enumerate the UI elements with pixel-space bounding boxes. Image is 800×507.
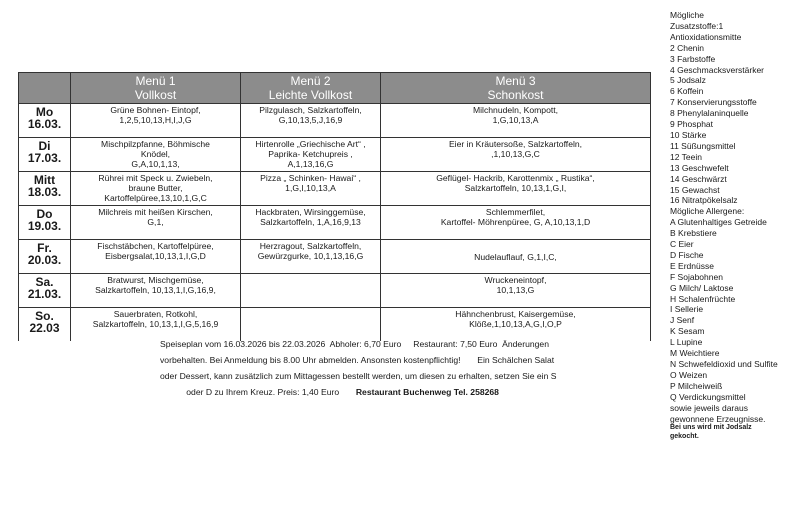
legend-line: C Eier xyxy=(670,239,694,250)
day-name: Mitt xyxy=(33,173,56,187)
day-cell xyxy=(19,308,71,342)
dish-text: ,1,10,13,G,C xyxy=(491,149,540,159)
dish-text: G,10,13,5,J,16,9 xyxy=(278,115,343,125)
dish-text: Milchnudeln, Kompott, xyxy=(472,105,559,115)
menu-table xyxy=(18,72,651,341)
dish-text: G,1, xyxy=(147,217,164,227)
dish-text: Salzkartoffeln, 10,13,1,G,I, xyxy=(464,183,567,193)
header-menu1-title: Menü 1 xyxy=(135,74,176,88)
day-cell xyxy=(19,206,71,240)
menu-cell-m1 xyxy=(71,274,241,308)
menu-row xyxy=(19,138,651,172)
legend-line: K Sesam xyxy=(670,326,705,337)
dish-text: Schlemmerfilet, xyxy=(485,207,546,217)
legend-line: sowie jeweils daraus xyxy=(670,402,748,413)
dish-text: Herzragout, Salzkartoffeln, xyxy=(259,241,362,251)
menu-cell-m3 xyxy=(381,138,651,172)
legend-note-2: gekocht. xyxy=(670,432,699,440)
legend-line: N Schwefeldioxid und Sulfite xyxy=(670,359,778,369)
menu-cell-m2 xyxy=(241,274,381,308)
dish-text: Salzkartoffeln, 10,13,1,I,G,16,9, xyxy=(95,285,216,295)
footer-line-1 xyxy=(160,336,620,352)
day-cell xyxy=(19,172,71,206)
menu-cell-m2 xyxy=(241,138,381,172)
footer-line-4 xyxy=(160,384,620,400)
dish-text: Hirtenrolle „Griechische Art“ , xyxy=(255,139,366,149)
header-row xyxy=(19,73,651,104)
legend-lines xyxy=(670,10,798,424)
menu-cell-m3 xyxy=(381,240,651,274)
day-date: 22.03 xyxy=(29,321,60,335)
legend-line: Q Verdickungsmittel xyxy=(670,391,746,402)
day-name: Sa. xyxy=(35,275,54,289)
dish-text: Mischpilzpfanne, Böhmische xyxy=(101,139,210,149)
dish-text: Gewürzgurke, 10,1,13,16,G xyxy=(257,251,364,261)
legend-line: 5 Jodsalz xyxy=(670,75,706,86)
legend-line: O Weizen xyxy=(670,369,708,380)
legend-line: 15 Gewachst xyxy=(670,184,720,195)
legend-line: 12 Teein xyxy=(670,151,702,162)
day-cell xyxy=(19,104,71,138)
day-date: 21.03. xyxy=(27,287,62,301)
legend-line: 2 Chenin xyxy=(670,42,705,53)
dish-text: Kartoffelpüree,13,10,1,G,C xyxy=(104,193,207,203)
footer-notes xyxy=(160,336,620,400)
menu-cell-m1 xyxy=(71,138,241,172)
legend-line: L Lupine xyxy=(670,337,703,348)
dish-text: braune Butter, xyxy=(128,183,183,193)
dish-text: Hackbraten, Wirsinggemüse, xyxy=(255,207,366,217)
menu-body xyxy=(19,104,651,342)
legend-note-1: Bei uns wird mit Jodsalz xyxy=(670,424,752,432)
menu-cell-m2 xyxy=(241,240,381,274)
header-menu3 xyxy=(381,73,651,104)
header-menu1-sub: Vollkost xyxy=(134,88,177,102)
menu-row xyxy=(19,240,651,274)
legend-line: 16 Nitratpökelsalz xyxy=(670,195,738,206)
header-menu2-title: Menü 2 xyxy=(290,74,331,88)
dish-text: Pizza „ Schinken- Hawai“ , xyxy=(260,173,361,183)
dish-text: 1,G,10,13,A xyxy=(492,115,539,125)
footer-changes: Änderungen xyxy=(502,339,549,349)
dish-text: Paprika- Ketchupreis , xyxy=(268,149,353,159)
dish-text: Kartoffel- Möhrenpüree, G, A,10,13,1,D xyxy=(440,217,591,227)
footer-line-3: oder Dessert, kann zusätzlich zum Mittagessen bestellt werden, um diesen zu erhalten, setzen Sie ein S xyxy=(160,371,557,381)
dish-text: G,A,10,1,13, xyxy=(131,159,180,169)
legend-line: 4 Geschmacksverstärker xyxy=(670,64,764,75)
day-date: 19.03. xyxy=(27,219,62,233)
legend-line: A Glutenhaltiges Getreide xyxy=(670,217,767,228)
legend-line: G Milch/ Laktose xyxy=(670,282,734,293)
dish-text: Salzkartoffeln, 1,A,16,9,13 xyxy=(260,217,361,227)
footer-salad: Ein Schälchen Salat xyxy=(477,355,555,365)
legend-line: P Milcheiweiß xyxy=(670,380,723,391)
day-name: Fr. xyxy=(37,241,52,255)
legend-line: Zusatzstoffe:1 xyxy=(670,20,724,31)
legend-line: E Erdnüsse xyxy=(670,260,714,271)
legend-line: Mögliche xyxy=(670,10,705,20)
day-name: Di xyxy=(38,139,51,153)
menu-row xyxy=(19,274,651,308)
footer-period: Speiseplan vom 16.03.2026 bis 22.03.2026 xyxy=(160,339,326,349)
dish-text: Sauerbraten, Rotkohl, xyxy=(113,309,198,319)
additives-allergens-legend xyxy=(670,10,798,441)
legend-line: I Sellerie xyxy=(670,304,704,315)
dish-text: Klöße,1,10,13,A,G,I,O,P xyxy=(469,319,562,329)
legend-line: Antioxidationsmitte xyxy=(670,31,742,42)
dish-text: Milchreis mit heißen Kirschen, xyxy=(98,207,213,217)
dish-text: Wruckeneintopf, xyxy=(484,275,547,285)
dish-text: Bratwurst, Mischgemüse, xyxy=(107,275,204,285)
menu-cell-m1 xyxy=(71,172,241,206)
legend-line: 8 Phenylalaninquelle xyxy=(670,108,749,119)
dish-text: Grüne Bohnen- Eintopf, xyxy=(110,105,201,115)
dish-text: A,1,13,16,G xyxy=(287,159,334,169)
dish-text: Salzkartoffeln, 10,13,1,I,G,5,16,9 xyxy=(92,319,219,329)
day-name: Do xyxy=(36,207,53,221)
footer-restaurant-contact: Restaurant Buchenweg Tel. 258268 xyxy=(355,387,499,397)
footer-line-2 xyxy=(160,352,620,368)
dish-text: 1,G,I,10,13,A xyxy=(285,183,336,193)
dish-text: Hähnchenbrust, Kaisergemüse, xyxy=(455,309,576,319)
dish-text: Pilzgulasch, Salzkartoffeln, xyxy=(259,105,362,115)
day-date: 16.03. xyxy=(27,117,62,131)
legend-line: M Weichtiere xyxy=(670,348,720,359)
menu-row xyxy=(19,206,651,240)
footer-disclaimer: vorbehalten. Bei Anmeldung bis 8.00 Uhr abmelden. Ansonsten kostenpflichtig! xyxy=(160,355,461,365)
legend-line: J Senf xyxy=(670,315,695,326)
dish-text: Rührei mit Speck u. Zwiebeln, xyxy=(98,173,213,183)
header-menu3-title: Menü 3 xyxy=(495,74,536,88)
legend-line: B Krebstiere xyxy=(670,228,717,239)
header-menu2 xyxy=(241,73,381,104)
menu-row xyxy=(19,104,651,138)
day-name: Mo xyxy=(35,105,54,119)
legend-line: D Fische xyxy=(670,249,704,260)
menu-cell-m3 xyxy=(381,104,651,138)
day-cell xyxy=(19,138,71,172)
dish-text: Fischstäbchen, Kartoffelpüree, xyxy=(97,241,214,251)
header-menu3-sub: Schonkost xyxy=(487,88,544,102)
day-cell xyxy=(19,274,71,308)
header-day xyxy=(19,73,71,104)
legend-line: 10 Stärke xyxy=(670,129,707,140)
day-cell xyxy=(19,240,71,274)
menu-row xyxy=(19,172,651,206)
header-menu2-sub: Leichte Vollkost xyxy=(268,88,353,102)
legend-line: 7 Konservierungsstoffe xyxy=(670,97,757,108)
header-menu1 xyxy=(71,73,241,104)
legend-line: H Schalenfrüchte xyxy=(670,293,736,304)
legend-line: 6 Koffein xyxy=(670,86,704,97)
legend-line: 3 Farbstoffe xyxy=(670,53,716,64)
menu-cell-m1 xyxy=(71,240,241,274)
dish-text: Eisbergsalat,10,13,1,I,G,D xyxy=(105,251,206,261)
legend-line: gewonnene Erzeugnisse. xyxy=(670,413,766,424)
footer-price-restaurant: Restaurant: 7,50 Euro xyxy=(413,339,498,349)
legend-line: 14 Geschwärzt xyxy=(670,173,727,184)
dish-text: 1,2,5,10,13,H,I,J,G xyxy=(119,115,192,125)
dish-text: Nudelauflauf, G,1,I,C, xyxy=(474,251,557,262)
legend-line: Mögliche Allergene: xyxy=(670,206,745,217)
dish-text: Knödel, xyxy=(140,149,171,159)
menu-cell-m3 xyxy=(381,274,651,308)
day-name: So. xyxy=(35,309,54,323)
legend-line: 11 Süßungsmittel xyxy=(670,140,736,151)
dish-text: Geflügel- Hackrib, Karottenmix „ Rustika“, xyxy=(436,173,595,183)
day-date: 17.03. xyxy=(27,151,62,165)
menu-cell-m3 xyxy=(381,172,651,206)
footer-price-pickup: Abholer: 6,70 Euro xyxy=(329,339,402,349)
footer-price-extra: oder D zu Ihrem Kreuz. Preis: 1,40 Euro xyxy=(186,387,340,397)
menu-cell-m3 xyxy=(381,206,651,240)
menu-cell-m2 xyxy=(241,172,381,206)
menu-cell-m1 xyxy=(71,104,241,138)
menu-cell-m2 xyxy=(241,206,381,240)
dish-text: Eier in Kräutersoße, Salzkartoffeln, xyxy=(448,139,583,149)
legend-line: 9 Phosphat xyxy=(670,119,714,130)
day-date: 20.03. xyxy=(27,253,62,267)
menu-cell-m2 xyxy=(241,104,381,138)
menu-cell-m1 xyxy=(71,206,241,240)
day-date: 18.03. xyxy=(27,185,62,199)
dish-text: 10,1,13,G xyxy=(496,285,535,295)
legend-line: 13 Geschwefelt xyxy=(670,162,729,173)
legend-line: F Sojabohnen xyxy=(670,271,723,282)
